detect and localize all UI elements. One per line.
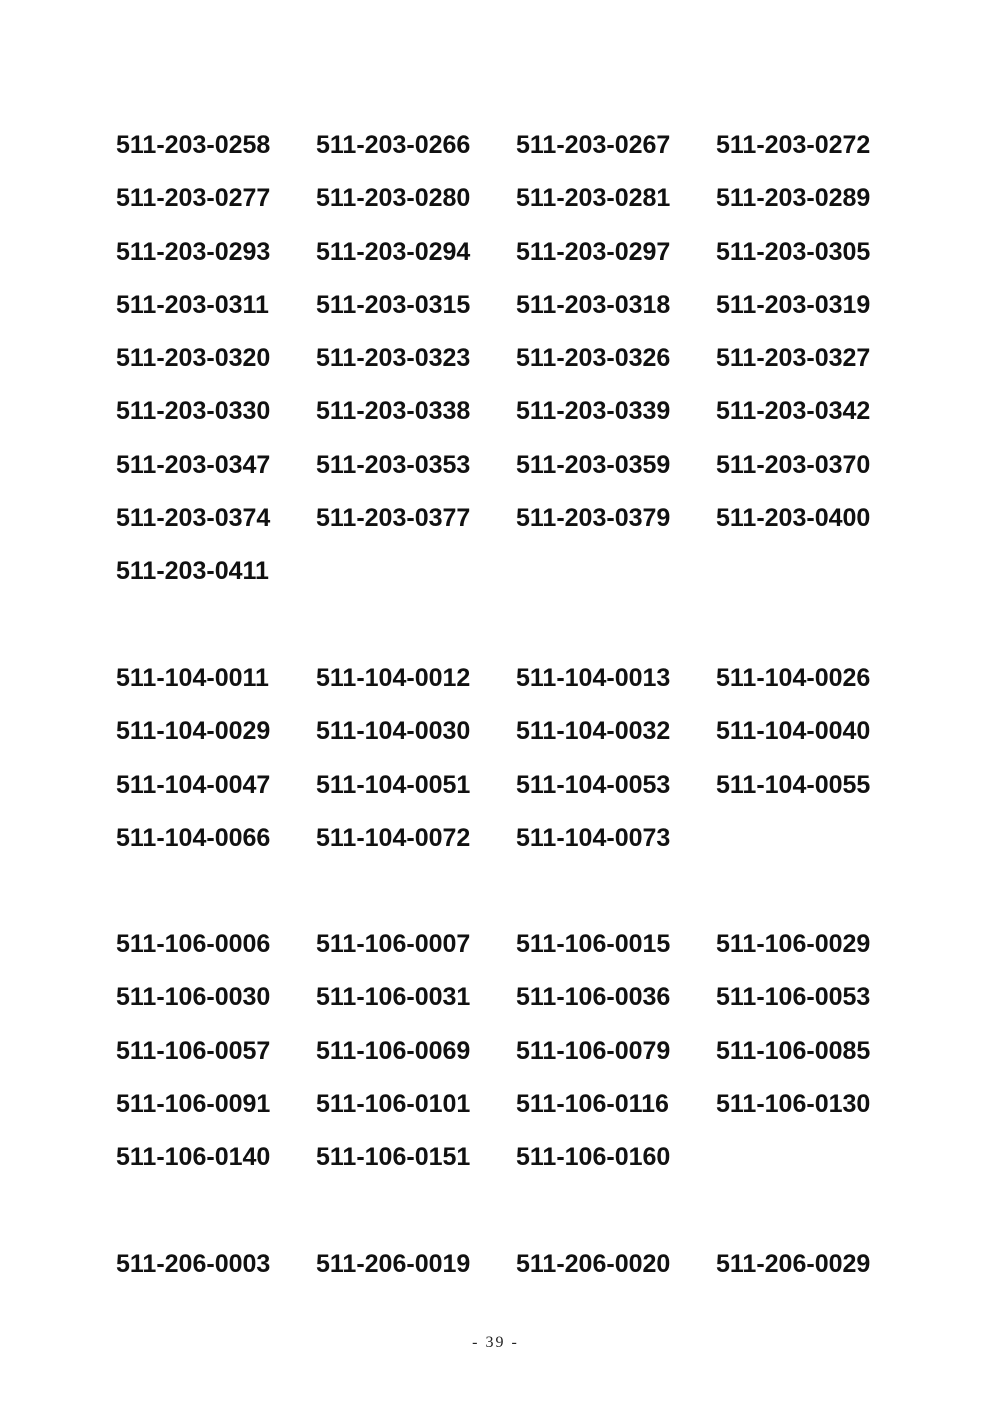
code-item: 511-106-0079 — [516, 1036, 671, 1065]
code-item: 511-106-0160 — [516, 1143, 671, 1172]
code-group-511-106 — [116, 929, 936, 1195]
code-item: 511-106-0006 — [116, 930, 271, 958]
code-item: 511-106-0085 — [716, 1036, 871, 1065]
code-item: 511-203-0370 — [716, 450, 871, 479]
code-item: 511-206-0020 — [516, 1250, 671, 1278]
code-list — [116, 130, 936, 610]
code-item: 511-106-0031 — [316, 983, 471, 1012]
code-item: 511-104-0051 — [316, 770, 471, 799]
code-item: 511-203-0318 — [516, 290, 671, 319]
code-item: 511-203-0297 — [516, 237, 671, 266]
code-item: 511-104-0047 — [116, 770, 271, 799]
code-item: 511-203-0266 — [316, 131, 471, 159]
code-item: 511-104-0072 — [316, 823, 471, 852]
code-item: 511-203-0315 — [316, 290, 471, 319]
code-item: 511-203-0323 — [316, 344, 471, 373]
code-item: 511-203-0320 — [116, 344, 271, 373]
code-item: 511-203-0347 — [116, 450, 271, 479]
code-item: 511-203-0359 — [516, 450, 671, 479]
code-item: 511-203-0374 — [116, 504, 271, 533]
code-item: 511-104-0040 — [716, 717, 871, 746]
code-item: 511-203-0379 — [516, 504, 671, 533]
code-item: 511-203-0311 — [116, 290, 269, 319]
code-item: 511-203-0330 — [116, 397, 271, 426]
code-item: 511-203-0280 — [316, 184, 471, 213]
code-item: 511-203-0411 — [116, 557, 269, 586]
code-item: 511-104-0032 — [516, 717, 671, 746]
code-item: 511-203-0377 — [316, 504, 471, 533]
code-item: 511-203-0258 — [116, 131, 271, 159]
page-number: - 39 - — [472, 1334, 519, 1351]
code-item: 511-104-0066 — [116, 823, 271, 852]
code-group-511-104 — [116, 663, 936, 876]
code-item: 511-203-0326 — [516, 344, 671, 373]
code-item: 511-106-0007 — [316, 930, 471, 958]
code-item: 511-106-0091 — [116, 1089, 271, 1118]
code-item: 511-104-0053 — [516, 770, 671, 799]
code-item: 511-203-0327 — [716, 344, 871, 373]
code-item: 511-203-0342 — [716, 397, 871, 426]
code-item: 511-106-0130 — [716, 1089, 871, 1118]
code-item: 511-203-0293 — [116, 237, 271, 266]
code-item: 511-206-0003 — [116, 1250, 271, 1278]
code-item: 511-203-0281 — [516, 184, 671, 213]
code-item: 511-104-0055 — [716, 770, 871, 799]
code-item: 511-104-0013 — [516, 664, 671, 692]
code-item: 511-203-0319 — [716, 290, 871, 319]
code-item: 511-106-0015 — [516, 930, 671, 958]
code-item: 511-104-0026 — [716, 664, 871, 692]
code-item: 511-106-0057 — [116, 1036, 271, 1065]
code-item: 511-203-0338 — [316, 397, 471, 426]
code-item: 511-104-0029 — [116, 717, 271, 746]
code-item: 511-203-0289 — [716, 184, 871, 213]
code-item: 511-203-0277 — [116, 184, 271, 213]
code-item: 511-203-0400 — [716, 504, 871, 533]
code-item: 511-203-0305 — [716, 237, 871, 266]
code-item: 511-104-0030 — [316, 717, 471, 746]
code-item: 511-106-0036 — [516, 983, 671, 1012]
code-item: 511-106-0053 — [716, 983, 871, 1012]
code-item: 511-106-0029 — [716, 930, 871, 958]
code-list — [116, 663, 936, 876]
code-item: 511-104-0012 — [316, 664, 471, 692]
code-item: 511-203-0339 — [516, 397, 671, 426]
code-item: 511-203-0353 — [316, 450, 471, 479]
code-item: 511-106-0069 — [316, 1036, 471, 1065]
code-list — [116, 929, 936, 1195]
code-item: 511-203-0272 — [716, 131, 871, 159]
code-group-511-203 — [116, 130, 936, 610]
code-item: 511-106-0116 — [516, 1089, 669, 1118]
code-item: 511-206-0019 — [316, 1250, 471, 1278]
code-item: 511-106-0030 — [116, 983, 271, 1012]
code-item: 511-104-0011 — [116, 664, 269, 692]
code-list — [116, 1249, 936, 1302]
code-item: 511-104-0073 — [516, 823, 671, 852]
code-item: 511-203-0267 — [516, 131, 671, 159]
code-group-511-206 — [116, 1249, 936, 1302]
code-item: 511-106-0101 — [316, 1089, 471, 1118]
code-item: 511-203-0294 — [316, 237, 471, 266]
code-item: 511-106-0151 — [316, 1143, 471, 1172]
code-item: 511-106-0140 — [116, 1143, 271, 1172]
code-item: 511-206-0029 — [716, 1250, 871, 1278]
